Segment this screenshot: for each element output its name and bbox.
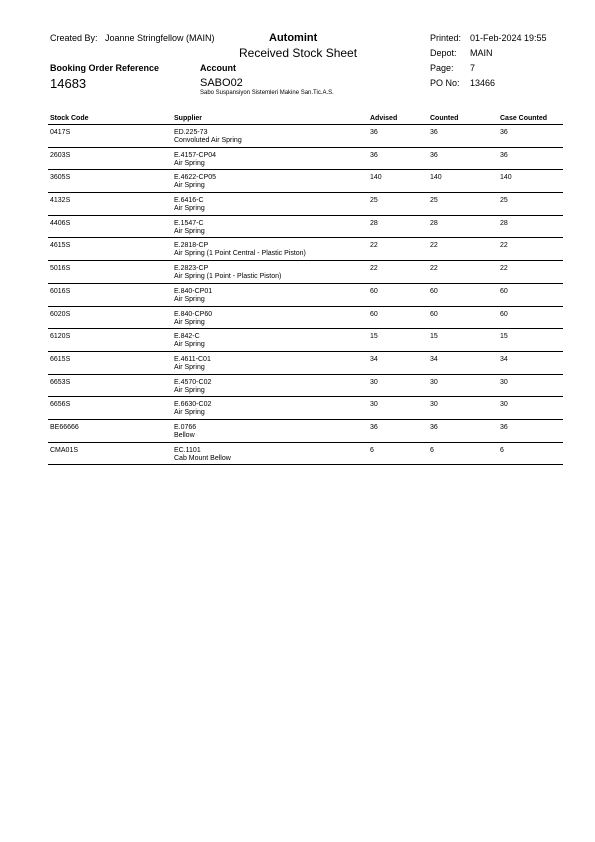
- table-row: [48, 284, 563, 307]
- depot-label: Depot:: [430, 48, 457, 58]
- page-label: Page:: [430, 63, 454, 73]
- advised-cell: 28: [370, 219, 378, 227]
- account-name: Sabo Suspansiyon Sistemleri Makine San.Tic.A.S.: [200, 90, 334, 96]
- advised-cell: 22: [370, 265, 378, 273]
- col-supplier: Supplier: [174, 115, 203, 122]
- table-row: [48, 375, 563, 398]
- counted-cell: 34: [430, 355, 438, 363]
- col-case-counted: Case Counted: [500, 115, 548, 122]
- table-row: [48, 443, 563, 466]
- table-row: [48, 170, 563, 193]
- company-name: Automint: [269, 32, 318, 44]
- supplier-cell: E.4611-C01: [174, 355, 211, 363]
- advised-cell: 22: [370, 242, 378, 250]
- description-cell: Air Spring: [174, 295, 205, 303]
- created-by-value: Joanne Stringfellow (MAIN): [105, 33, 215, 43]
- case-counted-cell: 60: [500, 287, 508, 295]
- supplier-cell: E.4622-CP05: [174, 174, 217, 182]
- description-cell: Air Spring: [174, 182, 205, 190]
- advised-cell: 15: [370, 333, 378, 341]
- description-cell: Air Spring (1 Point Central - Plastic Piston): [174, 250, 306, 258]
- supplier-cell: ED.225-73: [174, 129, 208, 136]
- advised-cell: 34: [370, 355, 378, 363]
- stock-code-cell: 4132S: [50, 197, 71, 205]
- booking-ref-value: 14683: [50, 76, 87, 91]
- description-cell: Air Spring: [174, 159, 205, 167]
- case-counted-cell: 36: [500, 423, 508, 431]
- supplier-cell: E.2823-CP: [174, 265, 209, 273]
- stock-code-cell: 4615S: [50, 242, 71, 250]
- advised-cell: 140: [370, 174, 382, 182]
- case-counted-cell: 15: [500, 333, 508, 341]
- table-body: [48, 125, 563, 465]
- stock-code-cell: 6615S: [50, 355, 71, 363]
- stock-code-cell: 5016S: [50, 265, 71, 273]
- case-counted-cell: 34: [500, 355, 508, 363]
- supplier-cell: E.4570-C02: [174, 378, 212, 386]
- supplier-cell: E.6416-C: [174, 197, 204, 205]
- supplier-cell: E.840-CP01: [174, 287, 213, 295]
- case-counted-cell: 6: [500, 446, 504, 454]
- advised-cell: 30: [370, 378, 378, 386]
- advised-cell: 6: [370, 446, 374, 454]
- case-counted-cell: 36: [500, 151, 508, 159]
- supplier-cell: E.4157-CP04: [174, 151, 217, 159]
- table-row: [48, 352, 563, 375]
- advised-cell: 30: [370, 401, 378, 409]
- counted-cell: 60: [430, 310, 438, 318]
- col-counted: Counted: [430, 115, 459, 122]
- stock-code-cell: 6656S: [50, 401, 71, 409]
- stock-code-cell: 6653S: [50, 378, 71, 386]
- case-counted-cell: 25: [500, 197, 508, 205]
- supplier-cell: E.842-C: [174, 333, 200, 341]
- depot-value: MAIN: [470, 48, 493, 58]
- stock-code-cell: CMA01S: [50, 446, 79, 454]
- table-row: [48, 397, 563, 420]
- table-row: [48, 125, 563, 148]
- description-cell: Air Spring: [174, 227, 205, 235]
- col-stock-code: Stock Code: [50, 115, 89, 122]
- page-value: 7: [470, 63, 476, 73]
- table-row: [48, 329, 563, 352]
- advised-cell: 25: [370, 197, 378, 205]
- description-cell: Bellow: [174, 431, 195, 439]
- table-header: [48, 114, 563, 125]
- advised-cell: 36: [370, 129, 378, 136]
- created-by-label: Created By:: [50, 33, 98, 43]
- counted-cell: 30: [430, 401, 438, 409]
- table-row: [48, 420, 563, 443]
- stock-table: [48, 114, 563, 465]
- counted-cell: 6: [430, 446, 434, 454]
- booking-ref-label: Booking Order Reference: [50, 63, 160, 73]
- stock-code-cell: 0417S: [50, 129, 71, 136]
- description-cell: Convoluted Air Spring: [174, 137, 242, 144]
- po-label: PO No:: [430, 78, 460, 88]
- advised-cell: 36: [370, 151, 378, 159]
- counted-cell: 28: [430, 219, 438, 227]
- table-row: [48, 261, 563, 284]
- supplier-cell: E.6630-C02: [174, 401, 212, 409]
- supplier-cell: EC.1101: [174, 446, 201, 454]
- counted-cell: 140: [430, 174, 442, 182]
- stock-code-cell: 6016S: [50, 287, 71, 295]
- description-cell: Air Spring (1 Point - Plastic Piston): [174, 273, 282, 281]
- account-label: Account: [200, 63, 236, 73]
- stock-code-cell: 3605S: [50, 174, 71, 182]
- po-value: 13466: [470, 78, 496, 88]
- description-cell: Air Spring: [174, 386, 205, 394]
- advised-cell: 36: [370, 423, 378, 431]
- stock-code-cell: 2603S: [50, 151, 71, 159]
- table-row: [48, 238, 563, 261]
- description-cell: Cab Mount Bellow: [174, 454, 231, 462]
- stock-code-cell: BE66666: [50, 423, 79, 431]
- stock-code-cell: 6020S: [50, 310, 71, 318]
- case-counted-cell: 22: [500, 265, 508, 273]
- description-cell: Air Spring: [174, 409, 205, 417]
- case-counted-cell: 28: [500, 219, 508, 227]
- account-value: SABO02: [200, 77, 243, 89]
- table-row: [48, 307, 563, 330]
- sheet-title: Received Stock Sheet: [239, 46, 358, 60]
- description-cell: Air Spring: [174, 341, 205, 349]
- supplier-cell: E.840-CP60: [174, 310, 213, 318]
- counted-cell: 22: [430, 242, 438, 250]
- col-advised: Advised: [370, 115, 398, 122]
- counted-cell: 60: [430, 287, 438, 295]
- supplier-cell: E.2818-CP: [174, 242, 209, 250]
- counted-cell: 22: [430, 265, 438, 273]
- advised-cell: 60: [370, 310, 378, 318]
- case-counted-cell: 36: [500, 129, 508, 136]
- stock-code-cell: 4406S: [50, 219, 71, 227]
- counted-cell: 25: [430, 197, 438, 205]
- advised-cell: 60: [370, 287, 378, 295]
- supplier-cell: E.1547-C: [174, 219, 204, 227]
- supplier-cell: E.0766: [174, 423, 197, 431]
- case-counted-cell: 140: [500, 174, 512, 182]
- case-counted-cell: 22: [500, 242, 508, 250]
- description-cell: Air Spring: [174, 205, 205, 213]
- case-counted-cell: 30: [500, 378, 508, 386]
- counted-cell: 36: [430, 423, 438, 431]
- table-row: [48, 148, 563, 171]
- counted-cell: 36: [430, 151, 438, 159]
- table-row: [48, 216, 563, 239]
- case-counted-cell: 30: [500, 401, 508, 409]
- description-cell: Air Spring: [174, 363, 205, 371]
- case-counted-cell: 60: [500, 310, 508, 318]
- table-row: [48, 193, 563, 216]
- description-cell: Air Spring: [174, 318, 205, 326]
- stock-code-cell: 6120S: [50, 333, 71, 341]
- printed-label: Printed:: [430, 33, 462, 43]
- counted-cell: 36: [430, 129, 438, 136]
- counted-cell: 30: [430, 378, 438, 386]
- printed-value: 01-Feb-2024 19:55: [470, 33, 547, 43]
- counted-cell: 15: [430, 333, 438, 341]
